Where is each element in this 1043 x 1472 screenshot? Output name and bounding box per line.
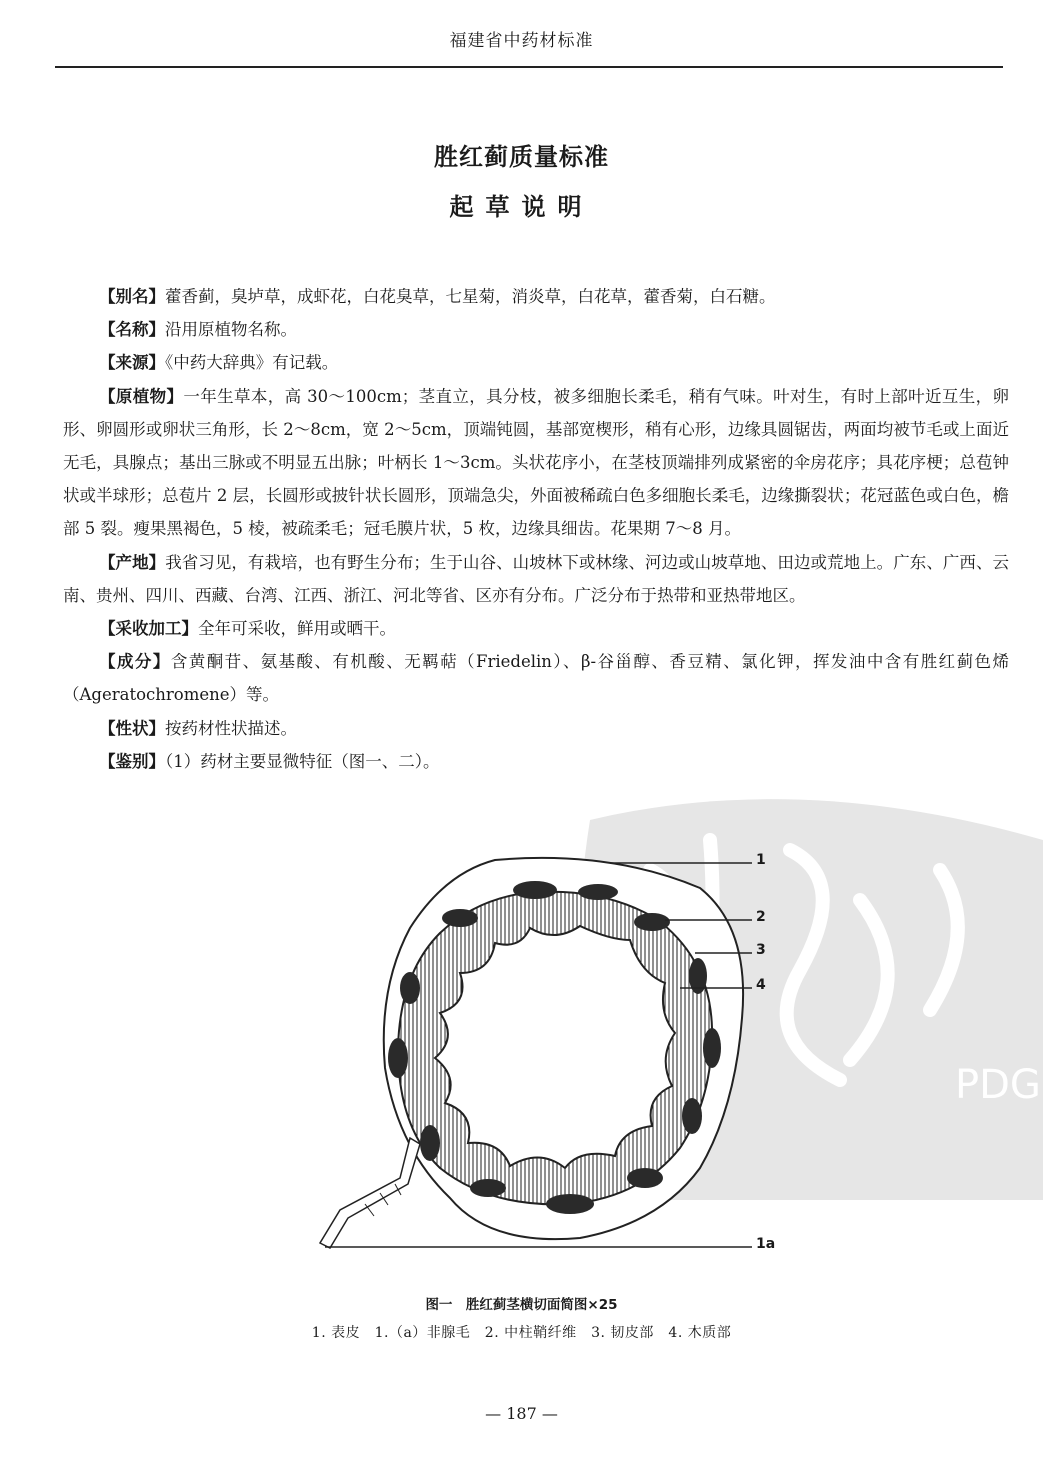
figure-caption: 图一 胜红蓟茎横切面简图×25 (425, 1297, 618, 1313)
cross-section-diagram (280, 848, 800, 1278)
body-text (63, 280, 1009, 778)
callout-4: 4 (756, 977, 766, 993)
section-origin (63, 546, 1009, 612)
section-label: 【采收加工】 (99, 619, 198, 639)
section-text: 藿香蓟，臭垆草，成虾花，白花臭草，七星菊，消炎草，白花草，藿香菊，白石糖。 (165, 287, 776, 306)
callout-3: 3 (756, 942, 766, 958)
section-harvest (63, 612, 1009, 645)
stem-cross-section-figure (280, 848, 800, 1278)
section-text: （1）药材主要显微特征（图一、二）。 (165, 751, 440, 771)
section-label: 【性状】 (99, 718, 165, 738)
header-rule (55, 66, 1003, 68)
section-label: 【鉴别】 (99, 751, 165, 771)
page-number: — 187 — (485, 1404, 558, 1423)
section-text: 我省习见，有栽培，也有野生分布；生于山谷、山坡林下或林缘、河边或山坡草地、田边或荒地上。广东、广西、云南、贵州、四川、西藏、台湾、江西、浙江、河北等省、区亦有分布。广泛分布于热带和亚热带地区。 (63, 552, 1010, 605)
callout-1: 1 (756, 852, 766, 868)
section-label: 【产地】 (99, 552, 166, 572)
section-label: 【成分】 (99, 652, 171, 672)
callout-1a: 1a (756, 1236, 776, 1252)
section-text: 含黄酮苷、氨基酸、有机酸、无羁萜（Friedelin）、β-谷甾醇、香豆精、氯化钾，挥发油中含有胜红蓟色烯（Ageratochromene）等。 (63, 652, 1010, 705)
section-label: 【名称】 (99, 320, 165, 340)
section-alias (63, 280, 1009, 313)
section-text: 《中药大辞典》有记载。 (165, 353, 339, 373)
section-label: 【原植物】 (99, 386, 184, 406)
section-description (63, 712, 1009, 745)
section-identification (63, 745, 1009, 778)
document-subtitle: 起草说明 (449, 193, 594, 221)
callout-2: 2 (756, 909, 766, 925)
section-text: 按药材性状描述。 (165, 718, 297, 738)
section-name (63, 313, 1009, 346)
section-source (63, 346, 1009, 379)
document-title: 胜红蓟质量标准 (434, 143, 609, 171)
section-label: 【来源】 (99, 353, 165, 373)
section-text: 全年可采收，鲜用或晒干。 (198, 619, 396, 639)
figure-legend: 1. 表皮 1.（a）非腺毛 2. 中柱鞘纤维 3. 韧皮部 4. 木质部 (311, 1325, 732, 1341)
running-header: 福建省中药材标准 (449, 31, 594, 51)
section-text: 一年生草本，高 30～100cm；茎直立，具分枝，被多细胞长柔毛，稍有气味。叶对生，有时上部叶近互生，卵形、卵圆形或卵状三角形，长 2～8cm，宽 2～5cm，顶端钝圆，基部宽楔形，稍有心形，边缘具圆锯齿，两面均被节毛或上面近无毛，具腺点；基出三脉或不明显五出脉；叶柄长 1～3cm。头状花序小，在茎枝顶端排列成紧密的伞房花序；具花序梗；总苞钟状或半球形；总苞片 2 层，长圆形或披针状长圆形，顶端急尖，外面被稀疏白色多细胞长柔毛，边缘撕裂状；花冠蓝色或白色，檐部 5 裂。瘦果黑褐色，5 棱，被疏柔毛；冠毛膜片状，5 枚，边缘具细齿。花果期 7～8 月。 (63, 386, 1009, 539)
section-label: 【别名】 (99, 287, 165, 306)
non-glandular-hair (320, 1138, 420, 1248)
section-text: 沿用原植物名称。 (165, 320, 297, 340)
watermark-text: PDG (955, 1062, 1041, 1108)
section-plant (63, 380, 1009, 546)
section-composition (63, 645, 1009, 711)
